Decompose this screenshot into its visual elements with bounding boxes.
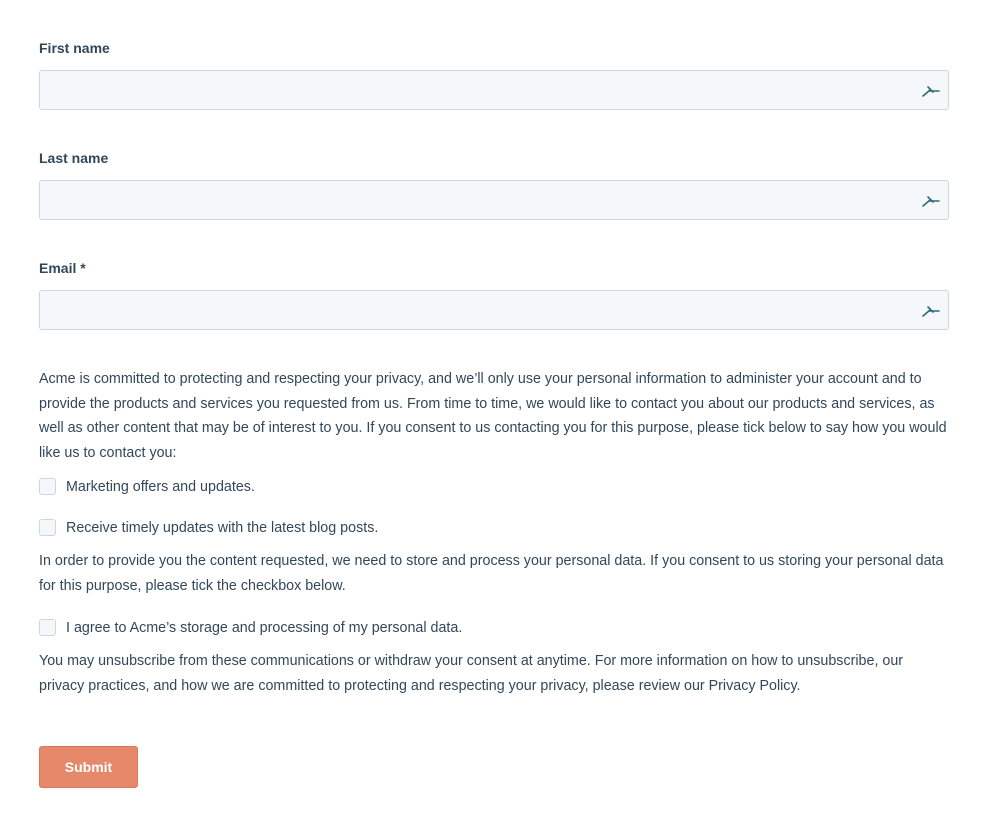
last-name-input[interactable] — [40, 181, 948, 219]
storage-text: In order to provide you the content requested, we need to store and process your personal data. If you consent to us storing your personal data for this purpose, please tick the checkbox below. — [39, 553, 944, 594]
submit-button[interactable]: Submit — [39, 746, 138, 788]
email-field — [39, 260, 949, 330]
last-name-field — [39, 150, 949, 220]
first-name-input[interactable] — [40, 71, 948, 109]
email-label: Email * — [39, 260, 86, 276]
first-name-label: First name — [39, 40, 110, 56]
checkbox-marketing[interactable] — [39, 478, 255, 495]
first-name-field — [39, 40, 949, 110]
autofill-icon[interactable] — [920, 81, 940, 99]
privacy-intro: Acme is committed to protecting and respecting your privacy, and we’ll only use your personal information to administer your account and to provide the products and services you requested from us. From time to time, we would like to contact you about our products and services, as well as other content that may be of interest to you. If you consent to us contacting you for this purpose, please tick below to say how you would like us to contact you: — [39, 371, 947, 461]
checkbox[interactable] — [39, 478, 56, 495]
checkbox-label: Marketing offers and updates. — [66, 478, 255, 495]
checkbox-label: I agree to Acme’s storage and processing of my personal data. — [66, 619, 463, 636]
checkbox-blog[interactable] — [39, 519, 378, 536]
last-name-label: Last name — [39, 150, 109, 166]
unsubscribe-text: You may unsubscribe from these communications or withdraw your consent at anytime. For more information on how to unsubscribe, our privacy practices, and how we are committed to protecting and respecting your privacy, please review our Privacy Policy. — [39, 653, 904, 694]
checkbox[interactable] — [39, 619, 56, 636]
checkbox-storage[interactable] — [39, 619, 462, 636]
checkbox[interactable] — [39, 519, 56, 536]
email-input[interactable] — [40, 291, 948, 329]
checkbox-label: Receive timely updates with the latest blog posts. — [66, 519, 379, 536]
autofill-icon[interactable] — [920, 191, 940, 209]
autofill-icon[interactable] — [920, 301, 940, 319]
